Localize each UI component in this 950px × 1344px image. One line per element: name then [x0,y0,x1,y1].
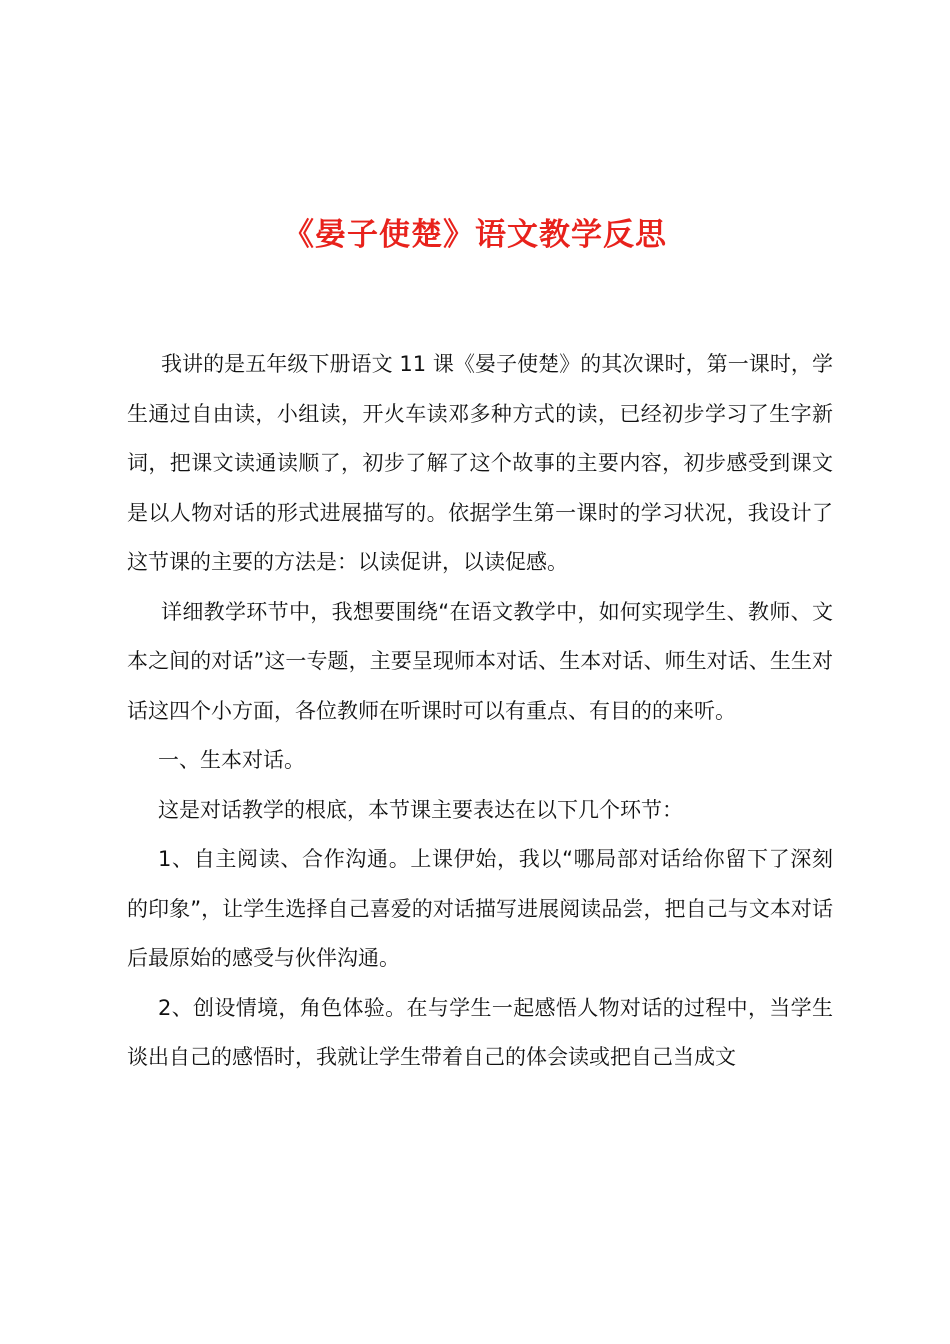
document-title: 《晏子使楚》语文教学反思 [283,217,667,253]
paragraph-intro: 我讲的是五年级下册语文 11 课《晏子使楚》的其次课时，第一课时，学生通过自由读，小组读，开火车读邓多种方式的读，已经初步学习了生字新词，把课文读通读顺了，初步了解了这个故事的主要内容，初步感受到课文是以人物对话的形式进展描写的。依据学生第一课时的学习状况，我设计了这节课的主要的方法是：以读促讲，以读促感。 [127,352,833,574]
section-heading-student-text-dialogue: 一、生本对话。 [158,748,305,772]
document-body [127,340,833,1083]
paragraph-foundation: 这是对话教学的根底，本节课主要表达在以下几个环节： [158,797,683,822]
paragraph-teaching-steps: 详细教学环节中，我想要围绕“在语文教学中，如何实现学生、教师、文本之间的对话”这一专题，主要呈现师本对话、生本对话、师生对话、生生对话这四个小方面，各位教师在听课时可以有重点、有目的的来听。 [127,599,833,723]
paragraph-item-2: 2、创设情境，角色体验。在与学生一起感悟人物对话的过程中，当学生谈出自己的感悟时，我就让学生带着自己的体会读或把自己当成文 [127,995,833,1069]
paragraph-item-1: 1、自主阅读、合作沟通。上课伊始，我以“哪局部对话给你留下了深刻的印象”，让学生选择自己喜爱的对话描写进展阅读品尝，把自己与文本对话后最原始的感受与伙伴沟通。 [127,847,833,970]
